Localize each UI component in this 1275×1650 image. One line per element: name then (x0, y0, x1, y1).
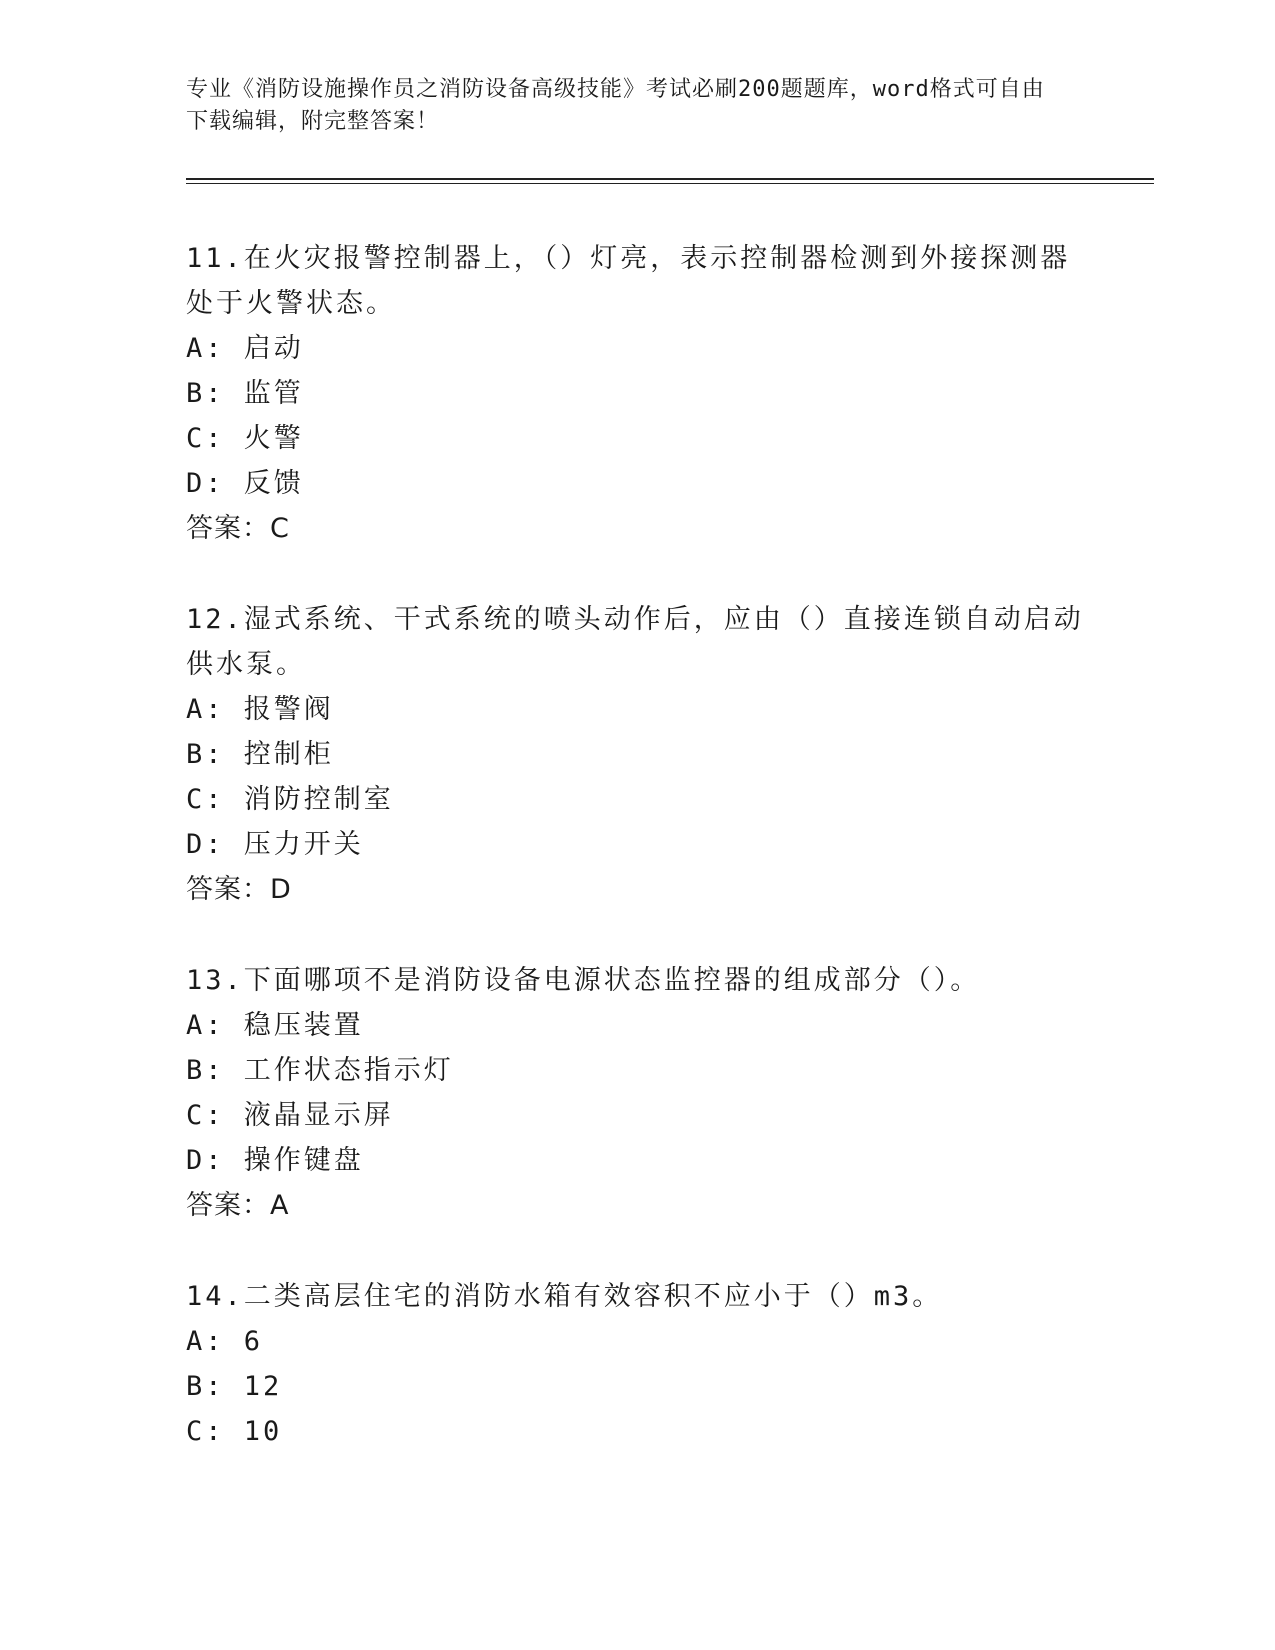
option-a (186, 1003, 1086, 1048)
question-14 (186, 1274, 1086, 1454)
option-text: 消防控制室 (243, 784, 394, 815)
option-a (186, 1319, 1086, 1364)
option-label: C: (186, 1100, 225, 1131)
option-text: 压力开关 (243, 829, 364, 860)
header-divider-thin (186, 183, 1154, 184)
option-text: 6 (243, 1326, 264, 1357)
option-label: B: (186, 1055, 225, 1086)
question-stem: 14.二类高层住宅的消防水箱有效容积不应小于（）m3。 (186, 1281, 943, 1312)
option-text: 工作状态指示灯 (243, 1055, 454, 1086)
option-label: C: (186, 1416, 225, 1447)
option-label: C: (186, 784, 225, 815)
question-13 (186, 958, 1086, 1228)
option-a (186, 326, 1086, 371)
option-label: C: (186, 423, 225, 454)
option-text: 反馈 (243, 468, 304, 499)
option-label: B: (186, 739, 225, 770)
option-b (186, 1048, 1086, 1093)
option-text: 操作键盘 (243, 1145, 364, 1176)
option-label: B: (186, 1371, 225, 1402)
question-12 (186, 597, 1086, 912)
option-c (186, 777, 1086, 822)
answer-line: 答案：C (186, 513, 290, 544)
option-c (186, 1093, 1086, 1138)
option-text: 稳压装置 (243, 1010, 364, 1041)
option-text: 12 (243, 1371, 283, 1402)
question-list (186, 236, 1086, 1500)
option-c (186, 416, 1086, 461)
option-label: A: (186, 1010, 225, 1041)
option-b (186, 732, 1086, 777)
option-text: 控制柜 (243, 739, 334, 770)
option-label: D: (186, 1145, 225, 1176)
option-text: 10 (243, 1416, 283, 1447)
document-header (186, 74, 1066, 138)
option-d (186, 822, 1086, 867)
option-label: A: (186, 694, 225, 725)
answer-line: 答案：D (186, 874, 292, 905)
option-label: A: (186, 1326, 225, 1357)
option-a (186, 687, 1086, 732)
option-label: B: (186, 378, 225, 409)
question-11 (186, 236, 1086, 551)
option-b (186, 371, 1086, 416)
option-text: 液晶显示屏 (243, 1100, 394, 1131)
option-c (186, 1409, 1086, 1454)
question-stem: 12.湿式系统、干式系统的喷头动作后，应由（）直接连锁自动启动供水泵。 (186, 604, 1084, 680)
option-text: 监管 (243, 378, 304, 409)
question-stem: 13.下面哪项不是消防设备电源状态监控器的组成部分（）。 (186, 965, 981, 996)
option-label: D: (186, 468, 225, 499)
option-b (186, 1364, 1086, 1409)
header-intro-text: 专业《消防设施操作员之消防设备高级技能》考试必刷200题题库，word格式可自由下载编辑，附完整答案！ (186, 77, 1045, 134)
option-d (186, 1138, 1086, 1183)
option-text: 火警 (243, 423, 304, 454)
option-d (186, 461, 1086, 506)
option-text: 启动 (243, 333, 304, 364)
question-stem: 11.在火灾报警控制器上，（）灯亮，表示控制器检测到外接探测器处于火警状态。 (186, 243, 1071, 319)
option-label: A: (186, 333, 225, 364)
answer-line: 答案：A (186, 1190, 290, 1221)
option-text: 报警阀 (243, 694, 334, 725)
option-label: D: (186, 829, 225, 860)
header-divider-thick (186, 178, 1154, 180)
